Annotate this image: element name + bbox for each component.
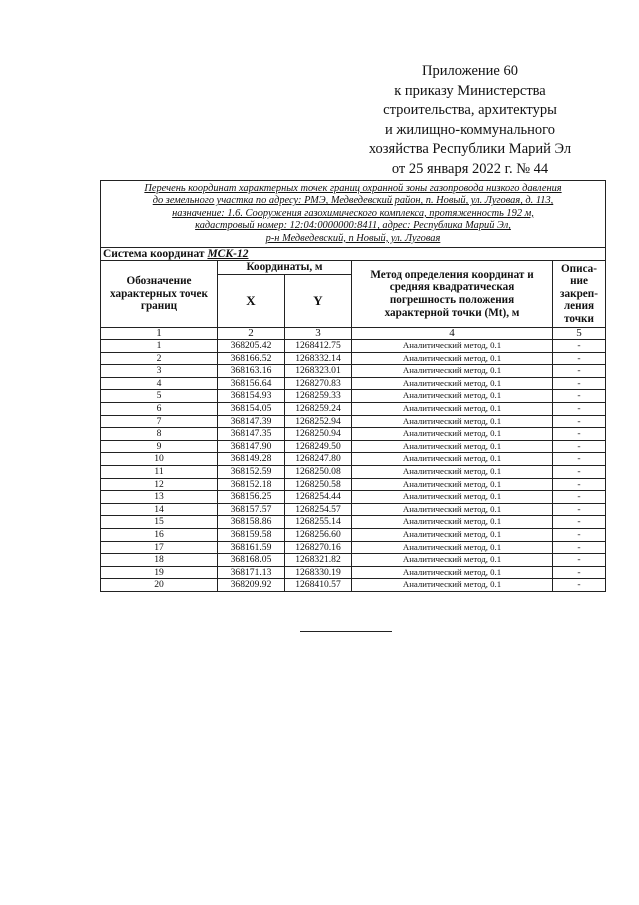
method-value: Аналитический метод, 0.1: [352, 516, 553, 529]
y-value: 1268256.60: [285, 528, 352, 541]
x-value: 368157.57: [218, 503, 285, 516]
method-value: Аналитический метод, 0.1: [352, 403, 553, 416]
table-row: [101, 503, 606, 516]
coordinate-system-name: МСК-12: [207, 248, 249, 261]
x-value: 368159.58: [218, 528, 285, 541]
appendix-line: и жилищно-коммунального: [384, 121, 556, 138]
appendix-header: [330, 62, 610, 180]
title-line: до земельного участка по адресу: РМЭ, Медведевский район, п. Новый, ул. Луговая, д. 113,: [152, 195, 554, 207]
x-value: 368163.16: [218, 365, 285, 378]
description-value: -: [553, 554, 606, 567]
table-row: [101, 541, 606, 554]
description-value: -: [553, 365, 606, 378]
header-description-line: ления: [563, 300, 595, 313]
coordinate-system: [101, 248, 606, 261]
appendix-line: от 25 января 2022 г. № 44: [391, 160, 549, 177]
y-value: 1268330.19: [285, 566, 352, 579]
point-number: 13: [101, 491, 218, 504]
method-value: Аналитический метод, 0.1: [352, 566, 553, 579]
method-value: Аналитический метод, 0.1: [352, 440, 553, 453]
table-row: [101, 465, 606, 478]
x-value: 368149.28: [218, 453, 285, 466]
point-number: 6: [101, 403, 218, 416]
appendix-line: к приказу Министерства: [394, 82, 546, 99]
description-value: -: [553, 491, 606, 504]
method-value: Аналитический метод, 0.1: [352, 491, 553, 504]
description-value: -: [553, 541, 606, 554]
title-line: назначение: 1.6. Сооружения газохимического комплекса, протяженность 192 м,: [172, 207, 534, 219]
method-value: Аналитический метод, 0.1: [352, 377, 553, 390]
title-line: Перечень координат характерных точек границ охранной зоны газопровода низкого давления: [144, 183, 562, 194]
x-value: 368171.13: [218, 566, 285, 579]
y-value: 1268249.50: [285, 440, 352, 453]
point-number: 15: [101, 516, 218, 529]
header-y: Y: [285, 275, 352, 328]
method-value: Аналитический метод, 0.1: [352, 415, 553, 428]
description-value: -: [553, 428, 606, 441]
description-value: -: [553, 340, 606, 353]
y-value: 1268250.58: [285, 478, 352, 491]
point-number: 18: [101, 554, 218, 567]
header-point: Обозначение характерных точек границ: [101, 261, 218, 328]
y-value: 1268332.14: [285, 352, 352, 365]
y-value: 1268410.57: [285, 579, 352, 592]
table-row: [101, 403, 606, 416]
point-number: 8: [101, 428, 218, 441]
y-value: 1268321.82: [285, 554, 352, 567]
description-value: -: [553, 453, 606, 466]
table-row: [101, 440, 606, 453]
column-number: 3: [285, 328, 352, 340]
appendix-line: хозяйства Республики Марий Эл: [368, 141, 572, 158]
column-number: 5: [553, 328, 606, 340]
description-value: -: [553, 503, 606, 516]
footer-divider: [300, 631, 392, 632]
header-x: X: [218, 275, 285, 328]
table-row: [101, 579, 606, 592]
table-row: [101, 390, 606, 403]
point-number: 20: [101, 579, 218, 592]
method-value: Аналитический метод, 0.1: [352, 541, 553, 554]
header-description-line: точки: [564, 312, 594, 325]
description-value: -: [553, 566, 606, 579]
point-number: 17: [101, 541, 218, 554]
table-row: [101, 428, 606, 441]
description-value: -: [553, 377, 606, 390]
x-value: 368166.52: [218, 352, 285, 365]
y-value: 1268250.08: [285, 465, 352, 478]
coordinate-system-label: Система координат: [103, 248, 208, 261]
table-row: [101, 365, 606, 378]
header-coordinates: Координаты, м: [218, 261, 352, 275]
method-value: Аналитический метод, 0.1: [352, 528, 553, 541]
method-value: Аналитический метод, 0.1: [352, 390, 553, 403]
appendix-line: Приложение 60: [422, 63, 518, 79]
description-value: -: [553, 516, 606, 529]
description-value: -: [553, 352, 606, 365]
table-title: [101, 181, 606, 248]
column-number-row: [101, 328, 606, 340]
table-row: [101, 554, 606, 567]
x-value: 368156.25: [218, 491, 285, 504]
y-value: 1268412.75: [285, 340, 352, 353]
table-row: [101, 352, 606, 365]
y-value: 1268247.80: [285, 453, 352, 466]
table-row: [101, 516, 606, 529]
description-value: -: [553, 579, 606, 592]
description-value: -: [553, 528, 606, 541]
x-value: 368147.90: [218, 440, 285, 453]
table-row: [101, 415, 606, 428]
table-row: [101, 340, 606, 353]
y-value: 1268254.57: [285, 503, 352, 516]
x-value: 368154.93: [218, 390, 285, 403]
table-row: [101, 377, 606, 390]
table-row: [101, 478, 606, 491]
description-value: -: [553, 478, 606, 491]
y-value: 1268255.14: [285, 516, 352, 529]
point-number: 3: [101, 365, 218, 378]
title-line: р-н Медведевский, п Новый, ул. Луговая: [265, 232, 441, 244]
x-value: 368147.35: [218, 428, 285, 441]
y-value: 1268270.83: [285, 377, 352, 390]
y-value: 1268323.01: [285, 365, 352, 378]
description-value: -: [553, 403, 606, 416]
method-value: Аналитический метод, 0.1: [352, 579, 553, 592]
x-value: 368205.42: [218, 340, 285, 353]
point-number: 7: [101, 415, 218, 428]
description-value: -: [553, 440, 606, 453]
x-value: 368168.05: [218, 554, 285, 567]
method-value: Аналитический метод, 0.1: [352, 340, 553, 353]
column-number: 2: [218, 328, 285, 340]
x-value: 368156.64: [218, 377, 285, 390]
point-number: 2: [101, 352, 218, 365]
description-value: -: [553, 415, 606, 428]
method-value: Аналитический метод, 0.1: [352, 554, 553, 567]
method-value: Аналитический метод, 0.1: [352, 465, 553, 478]
method-value: Аналитический метод, 0.1: [352, 365, 553, 378]
y-value: 1268252.94: [285, 415, 352, 428]
point-number: 4: [101, 377, 218, 390]
coordinates-table: [100, 180, 606, 592]
x-value: 368158.86: [218, 516, 285, 529]
header-description-line: Описа-: [560, 262, 597, 275]
point-number: 16: [101, 528, 218, 541]
appendix-line: строительства, архитектуры: [383, 102, 557, 119]
y-value: 1268250.94: [285, 428, 352, 441]
header-description-line: закреп-: [560, 287, 598, 300]
point-number: 14: [101, 503, 218, 516]
table-row: [101, 566, 606, 579]
method-value: Аналитический метод, 0.1: [352, 503, 553, 516]
x-value: 368147.39: [218, 415, 285, 428]
header-method: Метод определения координат и средняя квадратическая погрешность положения характерной точки (Mt), м: [352, 261, 553, 328]
point-number: 11: [101, 465, 218, 478]
x-value: 368161.59: [218, 541, 285, 554]
header-description: [553, 261, 606, 328]
point-number: 9: [101, 440, 218, 453]
y-value: 1268259.33: [285, 390, 352, 403]
method-value: Аналитический метод, 0.1: [352, 478, 553, 491]
point-number: 12: [101, 478, 218, 491]
x-value: 368209.92: [218, 579, 285, 592]
point-number: 5: [101, 390, 218, 403]
column-number: 4: [352, 328, 553, 340]
x-value: 368154.05: [218, 403, 285, 416]
method-value: Аналитический метод, 0.1: [352, 428, 553, 441]
column-number: 1: [101, 328, 218, 340]
header-description-line: ние: [570, 275, 588, 288]
point-number: 10: [101, 453, 218, 466]
description-value: -: [553, 465, 606, 478]
table-row: [101, 453, 606, 466]
method-value: Аналитический метод, 0.1: [352, 352, 553, 365]
y-value: 1268254.44: [285, 491, 352, 504]
x-value: 368152.18: [218, 478, 285, 491]
point-number: 19: [101, 566, 218, 579]
y-value: 1268270.16: [285, 541, 352, 554]
table-row: [101, 528, 606, 541]
y-value: 1268259.24: [285, 403, 352, 416]
point-number: 1: [101, 340, 218, 353]
method-value: Аналитический метод, 0.1: [352, 453, 553, 466]
title-line: кадастровый номер: 12:04:0000000:8411, адрес: Республика Марий Эл,: [195, 220, 511, 232]
description-value: -: [553, 390, 606, 403]
x-value: 368152.59: [218, 465, 285, 478]
table-row: [101, 491, 606, 504]
